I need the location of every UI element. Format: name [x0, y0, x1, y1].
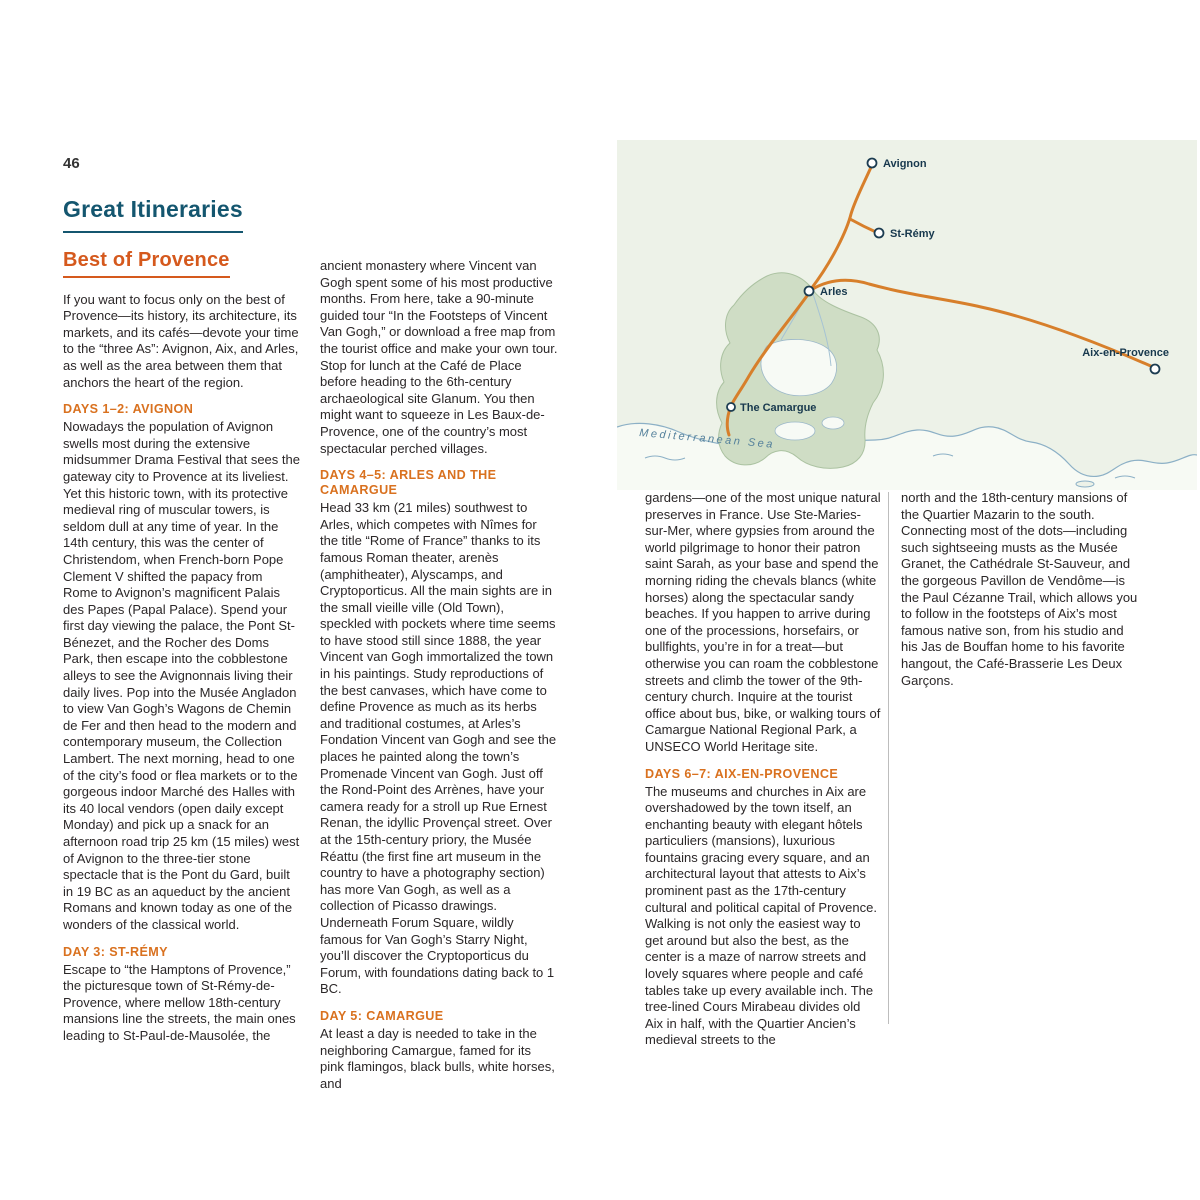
island — [1076, 481, 1094, 487]
day-heading-aix: DAYS 6–7: AIX-EN-PROVENCE — [645, 766, 839, 781]
day-heading-camargue: DAY 5: CAMARGUE — [320, 1008, 444, 1023]
city-dot-arles — [805, 287, 814, 296]
day-heading-stremy: DAY 3: ST-RÉMY — [63, 944, 168, 959]
city-label-aix: Aix-en-Provence — [1082, 347, 1169, 359]
paragraph-stremy: Escape to “the Hamptons of Provence,” the picturesque town of St-Rémy-de-Provence, where mellow 18th-century mansions line the streets, the main ones leading to St-Paul-de-Mausolée, the — [63, 961, 296, 1043]
paragraph-aix-cont: north and the 18th-century mansions of the Quartier Mazarin to the south. Connecting most of the dots—including such sightseeing musts as the Musée Granet, the Cathédrale St-Sauveur, and the gorgeous Pavillon de Vendôme—is the Paul Cézanne Trail, which allows you to follow in the footsteps of Aix’s most famous native son, from his studio and his Jas de Bouffan home to his favorite hangout, the Café-Brasserie Les Deux Garçons. — [901, 490, 1138, 688]
sea-label: Mediterranean Sea — [638, 427, 776, 451]
lagoon-small-west — [775, 422, 815, 440]
column-1 — [63, 249, 300, 1045]
paragraph-camargue: At least a day is needed to take in the neighboring Camargue, famed for its pink flamingos, black bulls, white horses, and — [320, 1025, 555, 1091]
city-dot-avignon — [868, 159, 877, 168]
page-number: 46 — [63, 155, 80, 172]
article-subtitle: Best of Provence — [63, 252, 230, 278]
paragraph-camargue-cont: gardens—one of the most unique natural preserves in France. Use Ste-Maries-sur-Mer, where gypsies from around the world pilgrimage to honor their patron saint Sarah, as your base and spend the morning riding the chevals blancs (white horses) along the spectacular sandy beaches. If you happen to arrive during one of the processions, horsefairs, or bullfights, you’re in for a treat—but otherwise you can roam the cobblestone streets and climb the tower of the 9th-century church. Inquire at the tourist office about bus, bike, or walking tours of Camargue National Regional Park, a UNSECO World Heritage site. — [645, 490, 881, 754]
lagoon-small-east — [822, 417, 844, 429]
paragraph-avignon: Nowadays the population of Avignon swells most during the extensive midsummer Drama Festival that sees the gateway city to Provence at its liveliest. Yet this historic town, with its protective medieval ring of muscular towers, is seldom dull at any time of year. In the 14th century, this was the center of Christendom, when French-born Pope Clement V shifted the papacy from Rome to Avignon’s magnificent Palais des Papes (Papal Palace). Spend your first day viewing the palace, the Pont St-Bénezet, and the Rocher des Doms Park, then escape into the cobblestone alleys to see the Avignonnais living their daily lives. Pop into the Musée Angladon to view Van Gogh’s Wagons de Chemin de Fer and then head to the modern and contemporary museum, the Collection Lambert. The next morning, head to one of the city’s food or flea markets or to the gorgeous indoor Marché des Halles with its 40 local vendors (open daily except Monday) and pick up a snack for an afternoon road trip 25 km (15 miles) west of Avignon to the three-tier stone spectacle that is the Pont du Gard, built in 19 BC as an aqueduct by the ancient Romans and known today as one of the wonders of the classical world. — [63, 419, 300, 932]
city-label-arles: Arles — [820, 286, 848, 298]
day-heading-arles: DAYS 4–5: ARLES AND THE CAMARGUE — [320, 468, 497, 498]
column-4 — [901, 490, 1142, 689]
column-3 — [645, 490, 881, 1049]
paragraph-arles: Head 33 km (21 miles) southwest to Arles, which competes with Nîmes for the title “Rome of France” thanks to its famous Roman theater, arenès (amphitheater), Alyscamps, and Cryptoporticus. All the main sights are in the small vieille ville (Old Town), speckled with pockets where time seems to have stood still since 1888, the year Vincent van Gogh immortalized the town in his paintings. Study reproductions of the best canvases, which have come to define Provence as much as its herbs and traditional costumes, at Arles’s Fondation Vincent van Gogh and see the places he painted along the town’s Promenade Vincent van Gogh. Just off the Rond-Point des Arrènes, have your camera ready for a stroll up Rue Ernest Renan, the idyllic Provençal street. Over at the 15th-century priory, the Musée Réattu (the first fine art museum in the country to have a photography section) has more Van Gogh, as well as a collection of Picasso drawings. Underneath Forum Square, wildly famous for Van Gogh’s Starry Night, you’ll discover the Cryptoporticus du Forum, with foundations dating back to 1 BC. — [320, 500, 557, 997]
provence-map — [617, 140, 1197, 490]
city-dot-camargue — [727, 403, 735, 411]
city-label-camargue: The Camargue — [740, 402, 817, 414]
paragraph-intro: If you want to focus only on the best of Provence—its history, its architecture, its markets, and its cafés—devote your time to the “three As”: Avignon, Aix, and Arles, as well as the area between them that anchors the heart of the region. — [63, 291, 299, 390]
paragraph-stremy-cont: ancient monastery where Vincent van Gogh spent some of his most productive months. From here, take a 90-minute guided tour “In the Footsteps of Vincent Van Gogh,” or download a free map from the tourist office and make your own tour. Stop for lunch at the Café de Place before heading to the 6th-century archaeological site Glanum. You then might want to squeeze in Les Baux-de-Provence, one of the country’s most spectacular perched villages. — [320, 258, 558, 456]
city-label-stremy: St-Rémy — [890, 228, 935, 240]
provence-map-svg — [617, 140, 1197, 490]
city-label-avignon: Avignon — [883, 158, 927, 170]
city-dot-aix — [1151, 365, 1160, 374]
paragraph-aix: The museums and churches in Aix are overshadowed by the town itself, an enchanting beauty with elegant hôtels particuliers (mansions), luxurious fountains gracing every square, and an architectural layout that attests to Aix’s prominent past as the 17th-century cultural and political capital of Provence. Walking is not only the easiest way to get around but also the best, as the center is a maze of narrow streets and lovely squares where people and café tables take up every available inch. The tree-lined Cours Mirabeau divides old Aix in half, with the Quartier Ancien’s medieval streets to the — [645, 783, 877, 1048]
column-2 — [320, 258, 558, 1092]
column-divider — [888, 492, 889, 1024]
day-heading-avignon: DAYS 1–2: AVIGNON — [63, 402, 194, 417]
city-dot-stremy — [875, 229, 884, 238]
section-title: Great Itineraries — [63, 196, 243, 233]
